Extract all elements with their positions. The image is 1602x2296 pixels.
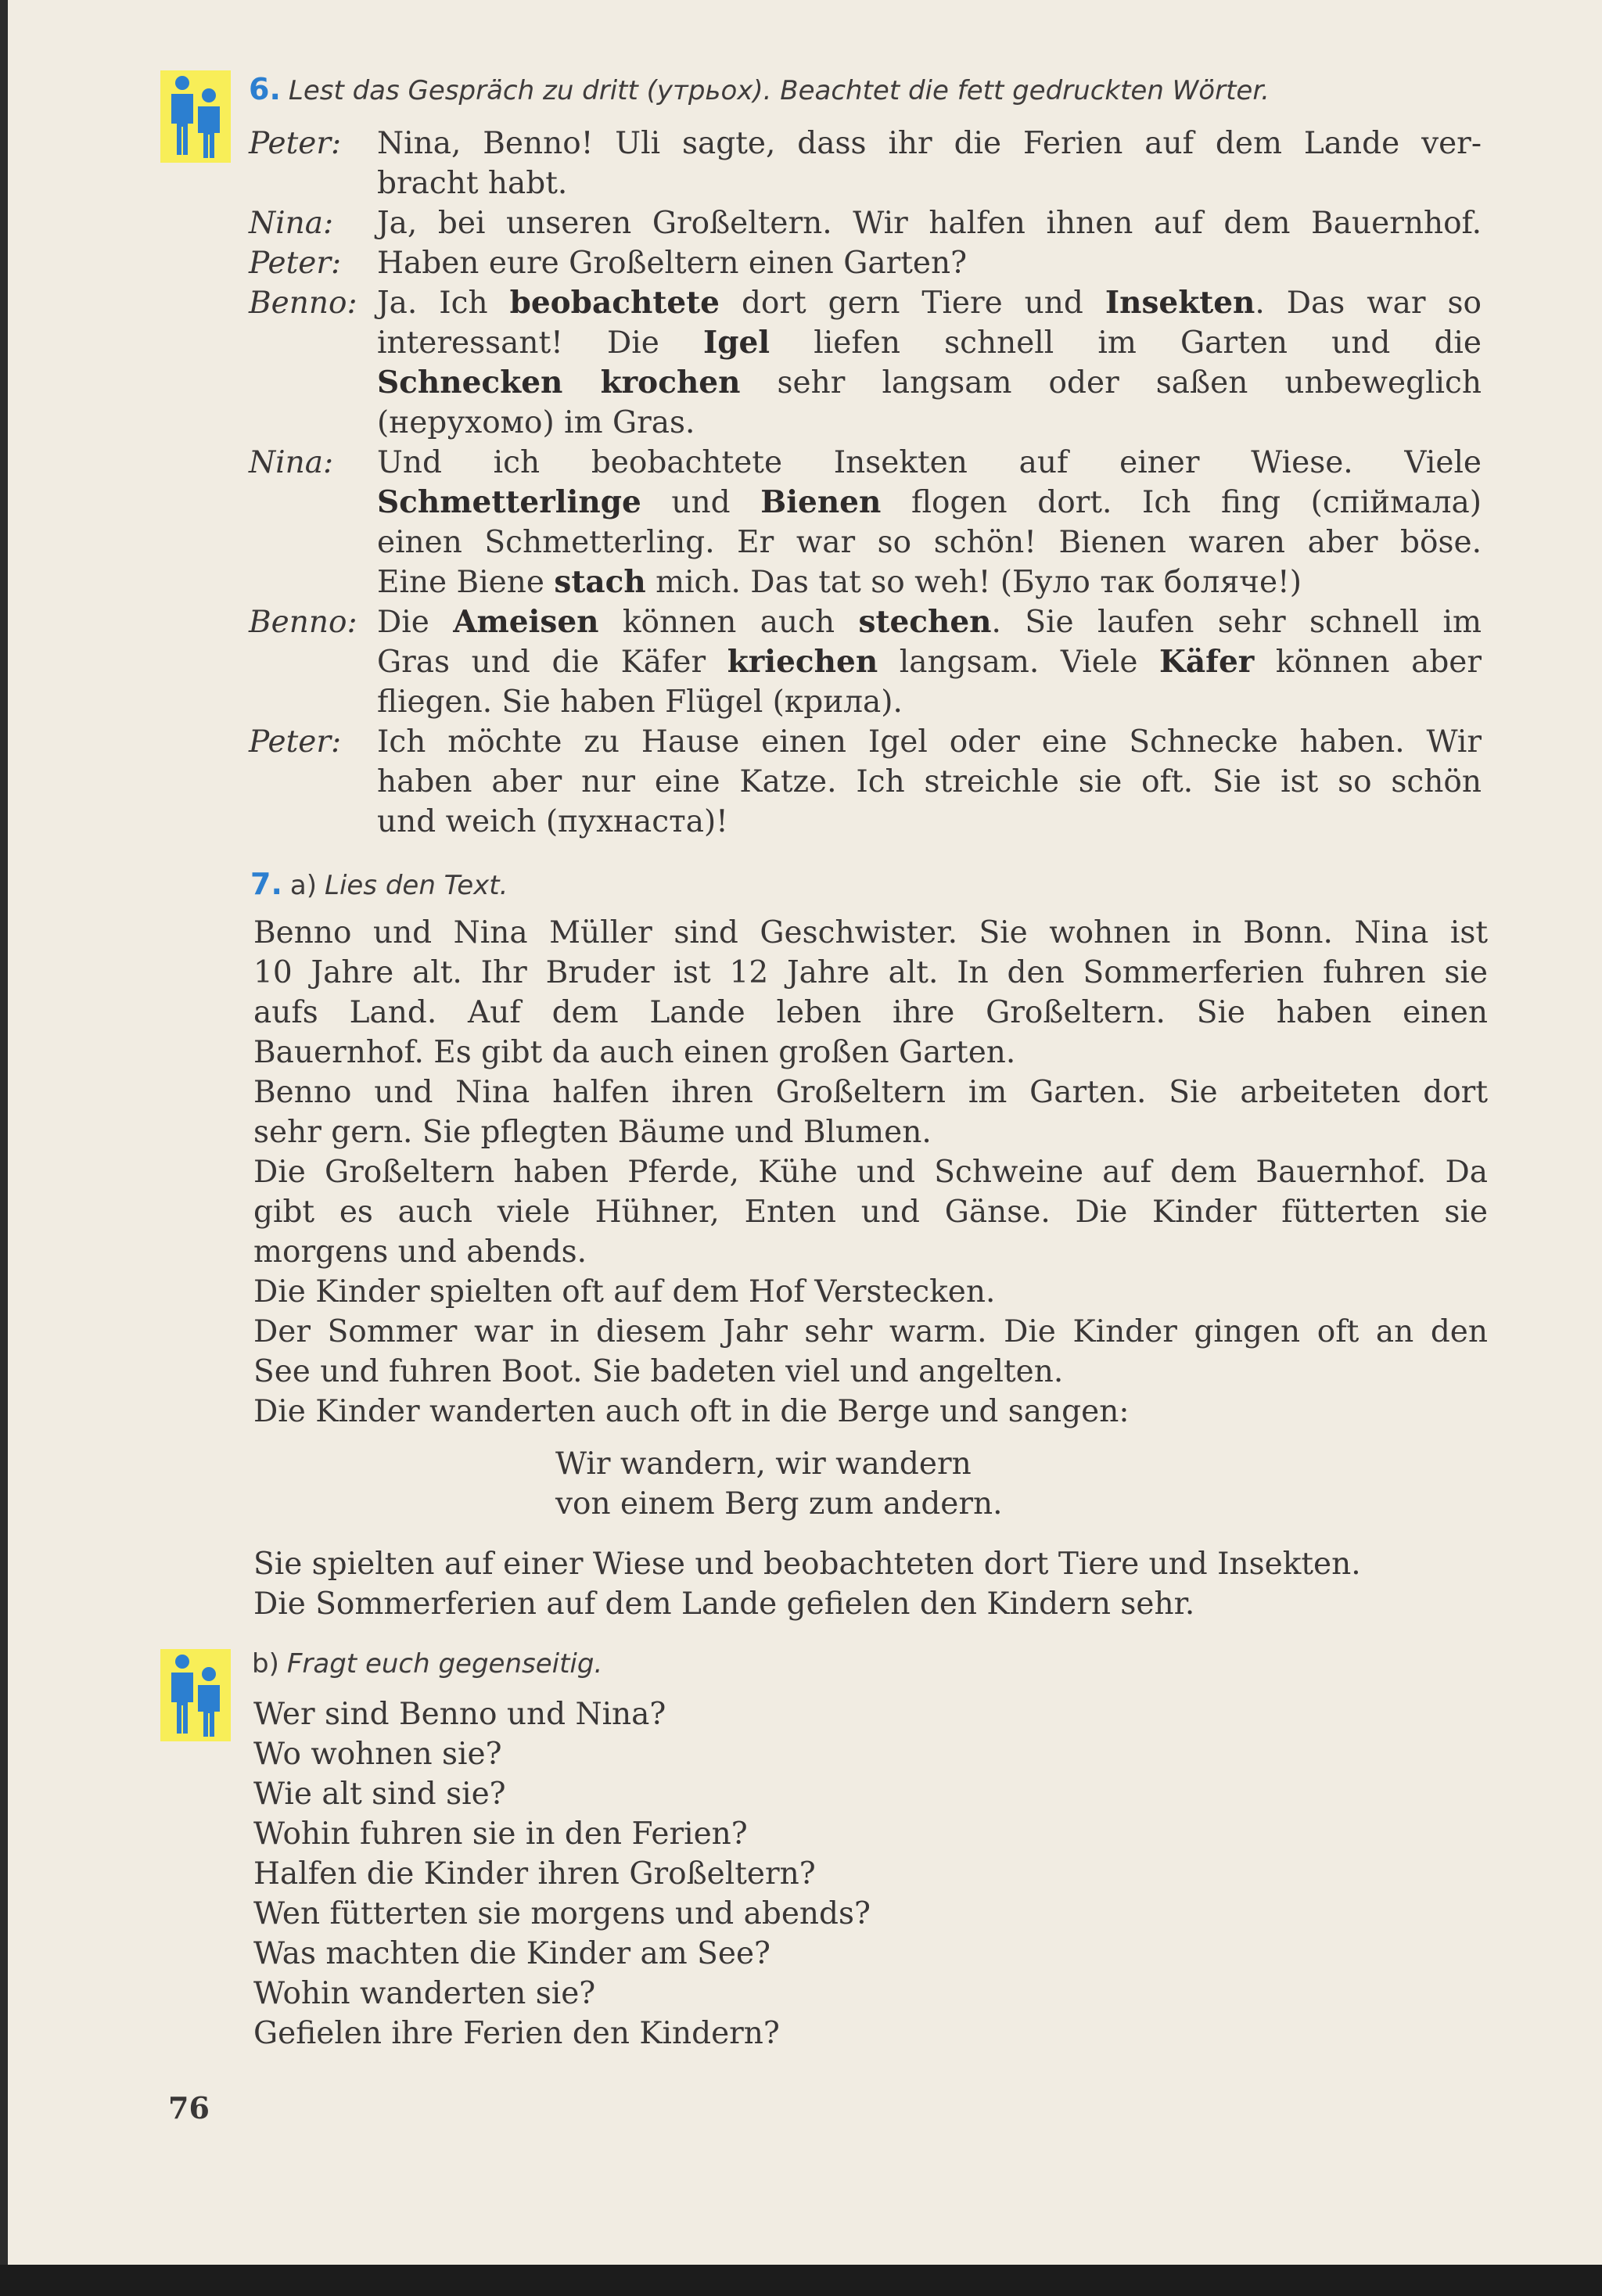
text-line: Sie spielten auf einer Wiese und beobachteten dort Tiere und Insekten.: [253, 1547, 1361, 1582]
dialog-line: [249, 802, 1486, 842]
bold-keyword: Igel: [702, 325, 770, 361]
text-line: Die Sommerferien auf dem Lande gefielen den Kindern sehr.: [253, 1586, 1195, 1622]
dialog-line: [249, 363, 1486, 403]
dialog-text: Nina, Benno! Uli sagte, dass ihr die Ferien auf dem Lande ver-: [377, 126, 1482, 161]
dialog-text: Schmetterlinge und Bienen flogen dort. Ich fing (спіймала): [377, 484, 1482, 520]
dialog-text: Haben eure Großeltern einen Garten?: [377, 246, 968, 281]
bold-keyword: beobachtete: [509, 285, 720, 321]
bold-keyword: Käfer: [1159, 644, 1255, 680]
dialog-line: [249, 243, 1486, 283]
text-line: aufs Land. Auf dem Lande leben ihre Großeltern. Sie haben einen: [253, 995, 1488, 1030]
dialog-text: fliegen. Sie haben Flügel (крила).: [377, 684, 903, 720]
question-item: Wohin fuhren sie in den Ferien?: [253, 1816, 748, 1852]
part-label: a): [289, 870, 317, 901]
dialog-text: einen Schmetterling. Er war so schön! Bienen waren aber böse.: [377, 525, 1482, 560]
dialog-text: Ich möchte zu Hause einen Igel oder eine Schnecke haben. Wir: [377, 724, 1482, 760]
question-item: Gefielen ihre Ferien den Kindern?: [253, 2016, 780, 2051]
verse-line: Wir wandern, wir wandern: [555, 1446, 972, 1482]
dialog-line: [249, 443, 1486, 483]
dialog-line: [249, 403, 1486, 443]
task-number: 6.: [249, 72, 281, 106]
reading-text: [253, 913, 1489, 1432]
question-item: Wer sind Benno und Nina?: [253, 1697, 666, 1732]
pair-work-icon: [160, 1649, 231, 1741]
task7-heading: [250, 867, 508, 903]
speaker-label: Benno:: [249, 605, 357, 640]
question-item: Wo wohnen sie?: [253, 1737, 502, 1772]
speaker-label: Peter:: [249, 126, 342, 161]
dialog-line: [249, 523, 1486, 562]
dialog-block: [249, 124, 1486, 842]
dialog-text: Ja. Ich beobachtete dort gern Tiere und Insekten. Das war so: [377, 285, 1482, 321]
dialog-text: Gras und die Käfer kriechen langsam. Viele Käfer können aber: [377, 644, 1482, 680]
dialog-line: [249, 124, 1486, 163]
bold-keyword: Schnecken krochen: [377, 365, 741, 401]
question-list: [253, 1694, 871, 2053]
speaker-label: Nina:: [249, 206, 334, 241]
question-item: Halfen die Kinder ihren Großeltern?: [253, 1856, 816, 1892]
bold-keyword: kriechen: [727, 644, 878, 680]
bold-keyword: stach: [554, 564, 646, 600]
dialog-text: Die Ameisen können auch stechen. Sie laufen sehr schnell im: [377, 604, 1482, 640]
task-instruction: Lies den Text.: [325, 870, 508, 901]
dialog-line: [249, 722, 1486, 762]
text-line: morgens und abends.: [253, 1234, 587, 1270]
text-line: gibt es auch viele Hühner, Enten und Gänse. Die Kinder fütterten sie: [253, 1195, 1488, 1230]
dialog-text: Eine Biene stach mich. Das tat so weh! (Було так боляче!): [377, 564, 1302, 600]
dialog-text: (нерухомо) im Gras.: [377, 405, 695, 440]
question-item: Wen fütterten sie morgens und abends?: [253, 1896, 871, 1931]
text-line: Die Kinder spielten oft auf dem Hof Verstecken.: [253, 1274, 996, 1310]
bold-keyword: Bienen: [760, 484, 882, 520]
speaker-label: Nina:: [249, 445, 334, 480]
dialog-line: [249, 642, 1486, 682]
text-line: Bauernhof. Es gibt da auch einen großen Garten.: [253, 1035, 1016, 1070]
text-line: sehr gern. Sie pflegten Bäume und Blumen.: [253, 1115, 932, 1150]
dialog-line: [249, 163, 1486, 203]
verse-line: von einem Berg zum andern.: [555, 1486, 1003, 1522]
closing-text: [253, 1544, 1489, 1624]
dialog-text: haben aber nur eine Katze. Ich streichle sie oft. Sie ist so schön: [377, 764, 1482, 799]
question-item: Was machten die Kinder am See?: [253, 1936, 770, 1971]
text-line: See und fuhren Boot. Sie badeten viel und angelten.: [253, 1354, 1064, 1389]
text-line: Der Sommer war in diesem Jahr sehr warm. Die Kinder gingen oft an den: [253, 1314, 1488, 1349]
task6-heading: [249, 72, 1270, 108]
dialog-line: [249, 682, 1486, 722]
dialog-line: [249, 562, 1486, 602]
dialog-line: [249, 203, 1486, 243]
task-instruction: Fragt euch gegenseitig.: [286, 1648, 603, 1680]
dialog-text: bracht habt.: [377, 166, 568, 201]
dialog-line: [249, 602, 1486, 642]
text-line: Die Kinder wanderten auch oft in die Berge und sangen:: [253, 1394, 1130, 1429]
part-label: b): [252, 1648, 279, 1680]
text-line: Benno und Nina Müller sind Geschwister. Sie wohnen in Bonn. Nina ist: [253, 915, 1488, 950]
pair-work-icon: [160, 70, 231, 163]
task7b-heading: [252, 1647, 602, 1681]
dialog-line: [249, 323, 1486, 363]
bold-keyword: Ameisen: [453, 604, 599, 640]
page-number: 76: [168, 2090, 210, 2125]
speaker-label: Peter:: [249, 246, 342, 281]
scan-edge: [0, 2265, 1602, 2296]
task-instruction: Lest das Gespräch zu dritt (утрьох). Beachtet die fett gedruckten Wörter.: [288, 75, 1270, 106]
bold-keyword: Insekten: [1105, 285, 1255, 321]
scan-edge: [0, 0, 8, 2296]
dialog-text: Und ich beobachtete Insekten auf einer Wiese. Viele: [377, 445, 1482, 480]
speaker-label: Benno:: [249, 286, 357, 321]
bold-keyword: stechen: [858, 604, 992, 640]
dialog-line: [249, 762, 1486, 802]
dialog-line: [249, 283, 1486, 323]
dialog-text: Ja, bei unseren Großeltern. Wir halfen ihnen auf dem Bauernhof.: [377, 206, 1482, 241]
song-verse: [555, 1444, 1003, 1524]
text-line: Die Großeltern haben Pferde, Kühe und Schweine auf dem Bauernhof. Da: [253, 1155, 1488, 1190]
task-number: 7.: [250, 867, 282, 901]
dialog-text: und weich (пухнаста)!: [377, 804, 728, 839]
dialog-text: interessant! Die Igel liefen schnell im Garten und die: [377, 325, 1482, 361]
text-line: 10 Jahre alt. Ihr Bruder ist 12 Jahre alt. In den Sommerferien fuhren sie: [253, 955, 1488, 990]
bold-keyword: Schmetterlinge: [377, 484, 641, 520]
question-item: Wohin wanderten sie?: [253, 1976, 596, 2011]
dialog-text: Schnecken krochen sehr langsam oder saßen unbeweglich: [377, 365, 1482, 401]
question-item: Wie alt sind sie?: [253, 1777, 506, 1812]
dialog-line: [249, 483, 1486, 523]
text-line: Benno und Nina halfen ihren Großeltern im Garten. Sie arbeiteten dort: [253, 1075, 1488, 1110]
speaker-label: Peter:: [249, 724, 342, 760]
